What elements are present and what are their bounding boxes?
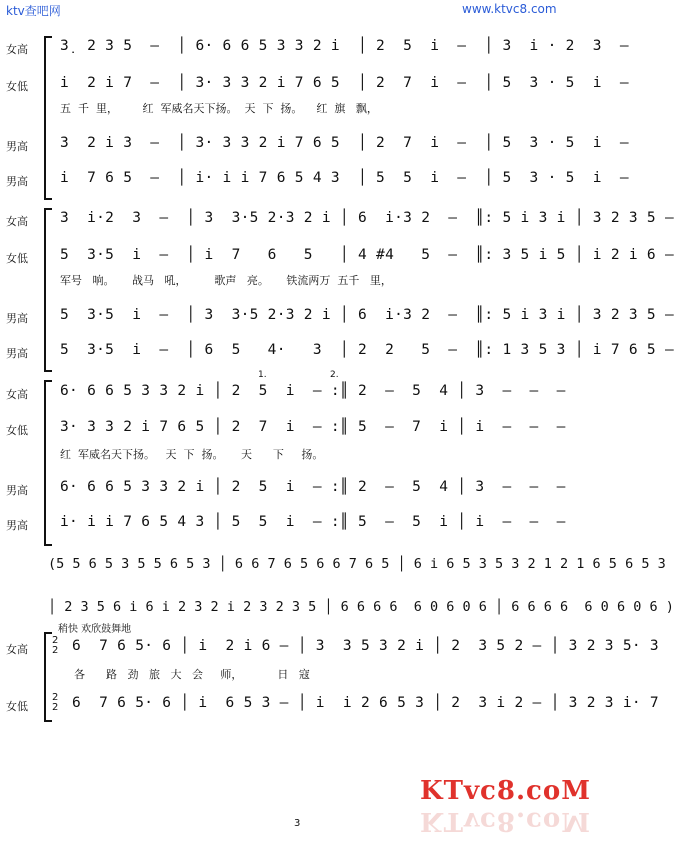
notes-line: 6· 6 6 5 3 3 2 i │ 2 5 i – :║ 2 – 5 4 │ 3 – – – [60,479,566,495]
tempo-marking: 稍快 欢欣鼓舞地 [58,624,132,635]
watermark-reflection: KTvc8.coM [420,806,591,836]
system-3-row-tenor [0,479,595,499]
part-label: 女低 [6,424,28,437]
interlude-line-2: │ 2 3 5 6 i 6 i 2 3 2 i 2 3 2 3 5 │ 6 6 6 6 6 0 6 0 6 │ 6 6 6 6 6 0 6 0 6 ) [48,599,674,615]
system-2-row-alto [0,247,674,267]
part-label: 男高 [6,484,28,497]
part-label: 女高 [6,215,28,228]
volta-2-label: 2. [330,370,339,380]
time-signature-bottom: 2 [52,645,59,656]
system-1-row-soprano [0,38,629,58]
part-label: 女低 [6,80,28,93]
part-label: 男高 [6,175,28,188]
part-label: 男高 [6,347,28,360]
notes-line: 3· 3 3 2 i 7 6 5 │ 2 7 i – :║ 5 – 7 i │ i – – – [60,419,566,435]
site-url-right: www.ktvc8.com [462,2,557,16]
system-3-row-alto [0,419,595,439]
notes-line: i 7 6 5 – │ i· i i 7 6 5 4 3 │ 5 5 i – │ 5 3 · 5 i – [60,170,629,186]
part-label: 男高 [6,312,28,325]
time-signature-top: 2 [52,692,59,703]
notes-line: 6 7 6 5· 6 │ i 6 5 3 – │ i i 2 6 5 3 │ 2 3 i 2 – │ 3 2 3 i· 7 [72,695,659,711]
notes-line: i· i i 7 6 5 4 3 │ 5 5 i – :║ 5 – 5 i │ i – – – [60,514,566,530]
watermark-logo: KTvc8.coM [420,776,591,806]
system-2-lyrics: 军号 响。 战马 吼， 歌声 亮。 铁流两万 五千 里， [60,274,392,287]
notes-line: 3 2 i 3 – │ 3· 3 3 2 i 7 6 5 │ 2 7 i – │ 5 3 · 5 i – [60,135,629,151]
system-2-row-tenor [0,307,674,327]
time-signature-alto [52,693,58,713]
part-label: 女高 [6,643,28,656]
time-signature-top: 2 [52,635,59,646]
system-2-row-soprano [0,210,674,230]
system-2-row-bass [0,342,674,362]
system-1-lyrics: 五 千 里， 红 军威名天下扬。 天 下 扬。 红 旗 飘， [60,102,378,115]
system-4-lyrics: 各 路 劲 旅 大 会 师， 日 寇 [74,668,310,681]
notes-line: 6· 6 6 5 3 3 2 i │ 2 5 i – :║ 2 – 5 4 │ 3 – – – [60,383,566,399]
system-4-row-soprano [0,635,659,658]
notes-line: 3̣ 2 3 5 – │ 6· 6 6 5 3 3 2 i │ 2 5 i – │ 3 i · 2 3 – [60,38,629,54]
notes-line: 5 3·5 i – │ 6 5 4· 3 │ 2 2 5 – ║: 1 3 5 3 │ i 7 6 5 – [60,342,674,358]
site-name-left: ktv查吧网 [6,4,61,18]
system-1-row-alto [0,75,629,95]
system-3-row-bass [0,514,595,534]
part-label: 女低 [6,700,28,713]
notes-line: 5 3·5 i – │ 3 3·5 2·3 2 i │ 6 i·3 2 – ║: 5 i 3 i │ 3 2 3 5 – [60,307,674,323]
part-label: 女高 [6,43,28,56]
system-3-row-soprano [0,383,595,403]
page-number: 3 [294,818,301,829]
part-label: 女高 [6,388,28,401]
system-1-row-tenor [0,135,629,155]
system-3-lyrics: 红 军威名天下扬。 天 下 扬。 天 下 扬。 [60,448,324,461]
part-label: 女低 [6,252,28,265]
notes-line: 3 i·2 3 – │ 3 3·5 2·3 2 i │ 6 i·3 2 – ║: 5 i 3 i │ 3 2 3 5 – [60,210,674,226]
notes-line: 5 3·5 i – │ i 7 6 5 │ 4 #4 5 – ║: 3 5 i 5 │ i 2 i 6 – [60,247,674,263]
notes-line: 6 7 6 5· 6 │ i 2 i 6 – │ 3 3 5 3 2 i │ 2 3 5 2 – │ 3 2 3 5· 3 [72,638,659,654]
time-signature-soprano [52,636,58,656]
time-signature-bottom: 2 [52,702,59,713]
notes-line: i 2 i 7 – │ 3· 3 3 2 i 7 6 5 │ 2 7 i – │ 5 3 · 5 i – [60,75,629,91]
system-4-row-alto [0,692,659,715]
part-label: 男高 [6,140,28,153]
volta-1-label: 1. [258,370,267,380]
part-label: 男高 [6,519,28,532]
interlude-line-1: (5 5 6 5 3 5 5 6 5 3 │ 6 6 7 6 5 6 6 7 6 5 │ 6 i 6 5 3 5 3 2 1 2 1 6 5 6 5 3 [48,556,666,572]
system-1-row-bass [0,170,629,190]
